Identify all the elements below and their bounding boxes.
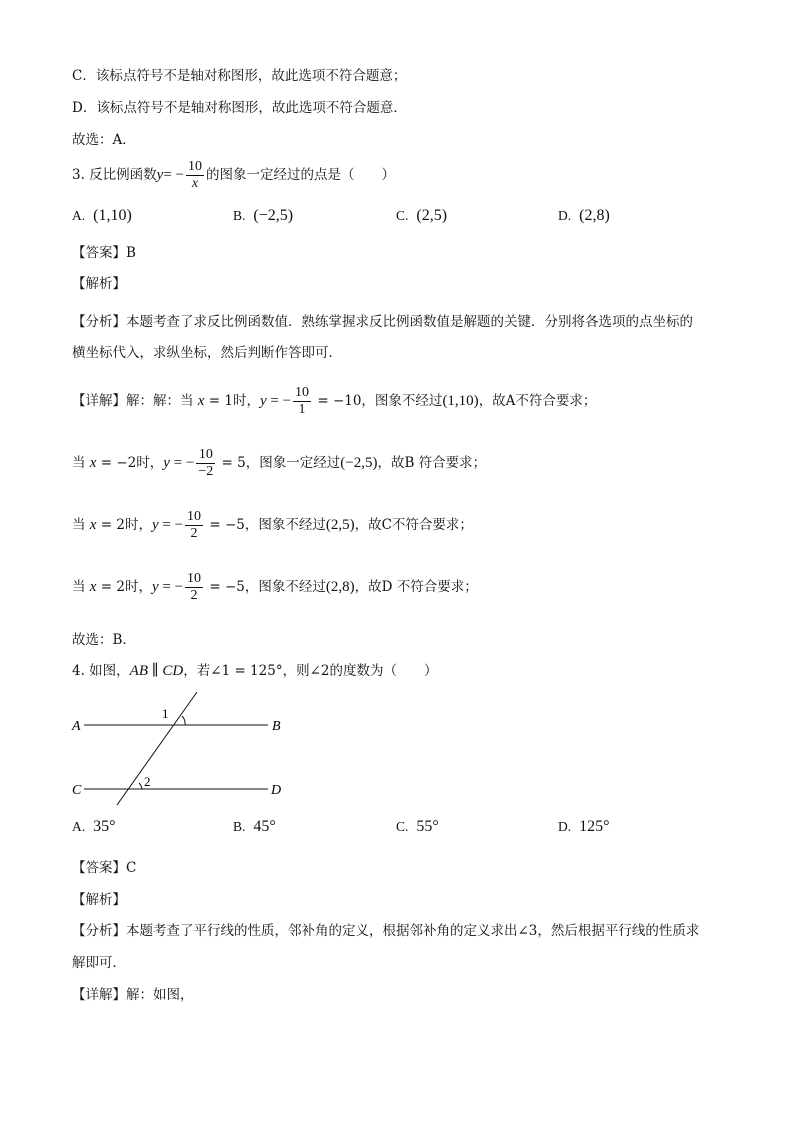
- point-d-label: D: [271, 783, 282, 798]
- q4-stem: 4. 如图，AB ∥ CD，若∠1 = 125°，则∠2的度数为（ ）: [72, 663, 438, 679]
- q4-figure: [60, 685, 300, 815]
- q4-option-a: A. 35°: [72, 818, 116, 835]
- q3-option-b: B. (−2,5): [233, 207, 294, 224]
- prev-option-d-text: D．该标点符号不是轴对称图形，故此选项不符合题意．: [72, 100, 407, 116]
- point-c-label: C: [72, 783, 82, 798]
- q3-option-a: A. (1,10): [72, 207, 132, 224]
- q3-answer-value: B: [126, 245, 136, 261]
- q3-fraction: [186, 159, 204, 192]
- q4-detail-line: 【详解】解：如图，: [72, 987, 194, 1003]
- q4-option-c: C. 55°: [396, 818, 439, 835]
- q3-fenxi-line-2: 横坐标代入，求纵坐标，然后判断作答即可．: [72, 345, 342, 361]
- q3-detail-line-1: 【详解】解：解：当 x = 1时，y = − $\frac{10}{1}$ = −10，图象不经过(1,10)，故A不符合要求；: [72, 385, 597, 417]
- q4-option-b-value: 45°: [253, 818, 276, 835]
- q3-prefix: 3. 反比例函数: [72, 167, 157, 183]
- q3-answer: [72, 243, 136, 263]
- q4-answer-value: C: [126, 860, 137, 876]
- q4-option-a-value: 35°: [93, 818, 116, 835]
- q3-d2-fraction: $\frac{10}{-2}$: [198, 447, 214, 479]
- prev-answer-pick: 故选：A．: [72, 132, 136, 148]
- q3-option-d: D. (2,8): [558, 207, 610, 224]
- q3-fenxi-line-1: 【分析】本题考查了求反比例函数值．熟练掌握求反比例函数值是解题的关键．分别将各选项的点坐标的: [72, 314, 693, 330]
- q3-detail-line-3: 当 x = 2时，y = − $\frac{10}{2}$ = −5，图象不经过(2,5)，故C不符合要求；: [72, 509, 473, 541]
- q3-option-c: C. (2,5): [396, 207, 448, 224]
- q4-ab-cd: AB ∥ CD: [129, 663, 184, 679]
- q3-d1-fraction: $\frac{10}{1}$: [295, 385, 310, 417]
- q3-answer-pick: 故选：B．: [72, 632, 136, 648]
- q4-option-d-value: 125°: [579, 818, 610, 835]
- q4-answer: [72, 858, 136, 878]
- q3-option-d-value: (2,8): [579, 207, 610, 224]
- q4-fenxi-tag: 【分析】: [72, 923, 126, 939]
- q3-option-b-value: (−2,5): [253, 207, 294, 224]
- q4-option-d: D. 125°: [558, 818, 610, 835]
- q3-d3-fraction: $\frac{10}{2}$: [187, 509, 202, 541]
- angle-1-arc: [182, 716, 185, 725]
- q3-d4-fraction: $\frac{10}{2}$: [187, 571, 202, 603]
- q3-y-var: y: [156, 167, 164, 183]
- point-a-label: A: [72, 719, 81, 734]
- q3-frac-den: x: [186, 175, 204, 192]
- angle-2-label: 2: [144, 774, 151, 789]
- q3-analysis-tag: 【解析】: [72, 276, 126, 292]
- q4-option-b: B. 45°: [233, 818, 276, 835]
- q4-analysis-tag: 【解析】: [72, 892, 126, 908]
- q3-option-a-value: (1,10): [93, 207, 132, 224]
- q3-frac-num: 10: [188, 159, 203, 174]
- q3-detail-tag: 【详解】: [72, 393, 126, 409]
- angle-2-arc: [139, 783, 142, 789]
- q4-fenxi-line-1: 【分析】本题考查了平行线的性质，邻补角的定义，根据邻补角的定义求出∠3，然后根据平行线的性质求: [72, 923, 700, 939]
- q4-answer-tag: 【答案】: [72, 860, 126, 876]
- q3-detail-line-4: 当 x = 2时，y = − $\frac{10}{2}$ = −5，图象不经过(2,8)，故D 不符合要求；: [72, 571, 478, 603]
- q3-option-c-value: (2,5): [416, 207, 448, 224]
- q3-detail-line-2: 当 x = −2时，y = − $\frac{10}{-2}$ = 5，图象一定经过(−2,5)，故B 符合要求；: [72, 447, 487, 479]
- transversal-line: [117, 692, 197, 805]
- q3-eq: = −: [163, 167, 185, 183]
- q3-stem: [72, 158, 395, 192]
- q3-answer-tag: 【答案】: [72, 245, 126, 261]
- angle-1-label: 1: [162, 706, 169, 721]
- q4-detail-tag: 【详解】: [72, 987, 126, 1003]
- q4-option-c-value: 55°: [416, 818, 439, 835]
- point-b-label: B: [272, 719, 281, 734]
- q3-fenxi-tag: 【分析】: [72, 314, 126, 330]
- q4-fenxi-line-2: 解即可．: [72, 955, 126, 971]
- q3-suffix: 的图象一定经过的点是（ ）: [206, 167, 396, 183]
- prev-option-c-text: C．该标点符号不是轴对称图形，故此选项不符合题意；: [72, 68, 407, 84]
